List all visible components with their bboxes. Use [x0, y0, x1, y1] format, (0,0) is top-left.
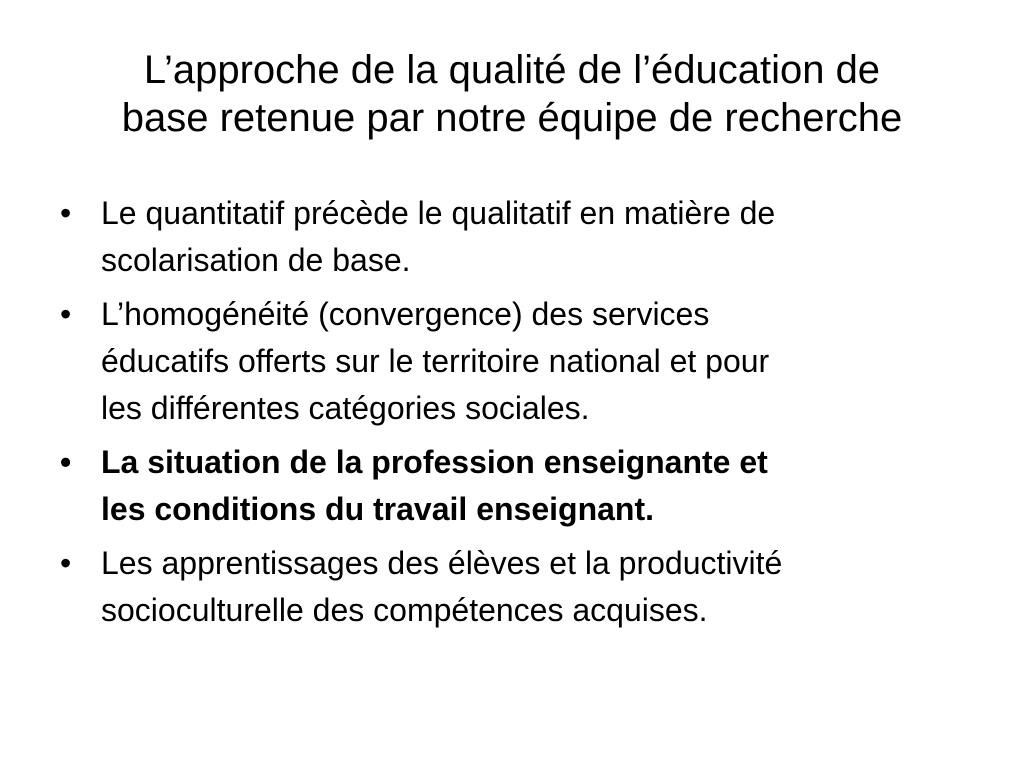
bullet-text	[101, 439, 980, 533]
bullet-list	[60, 190, 980, 641]
bullet-icon: •	[60, 545, 72, 581]
bullet-line: les différentes catégories sociales.	[101, 390, 590, 426]
slide-title	[40, 46, 984, 142]
bullet-line: Le quantitatif précède le qualitatif en matière de	[101, 195, 776, 231]
bullet-line: les conditions du travail enseignant.	[101, 491, 654, 527]
bullet-icon: •	[60, 195, 72, 231]
bullet-line: éducatifs offerts sur le territoire national et pour	[101, 343, 770, 379]
bullet-text	[101, 190, 980, 284]
bullet-text	[101, 291, 980, 432]
bullet-line: socioculturelle des compétences acquises.	[101, 592, 708, 628]
bullet-line: La situation de la profession enseignante et	[101, 444, 768, 480]
bullet-text	[101, 540, 980, 634]
bullet-icon: •	[60, 444, 72, 480]
bullet-item	[60, 540, 980, 634]
slide-title-line: L’approche de la qualité de l’éducation de	[143, 48, 881, 92]
slide-title-line: base retenue par notre équipe de recherche	[121, 96, 903, 140]
bullet-item-emphasized	[60, 439, 980, 533]
bullet-icon: •	[60, 296, 72, 332]
bullet-line: Les apprentissages des élèves et la productivité	[101, 545, 783, 581]
bullet-item	[60, 190, 980, 284]
bullet-line: scolarisation de base.	[101, 242, 411, 278]
bullet-item	[60, 291, 980, 432]
bullet-line: L’homogénéité (convergence) des services	[101, 296, 710, 332]
